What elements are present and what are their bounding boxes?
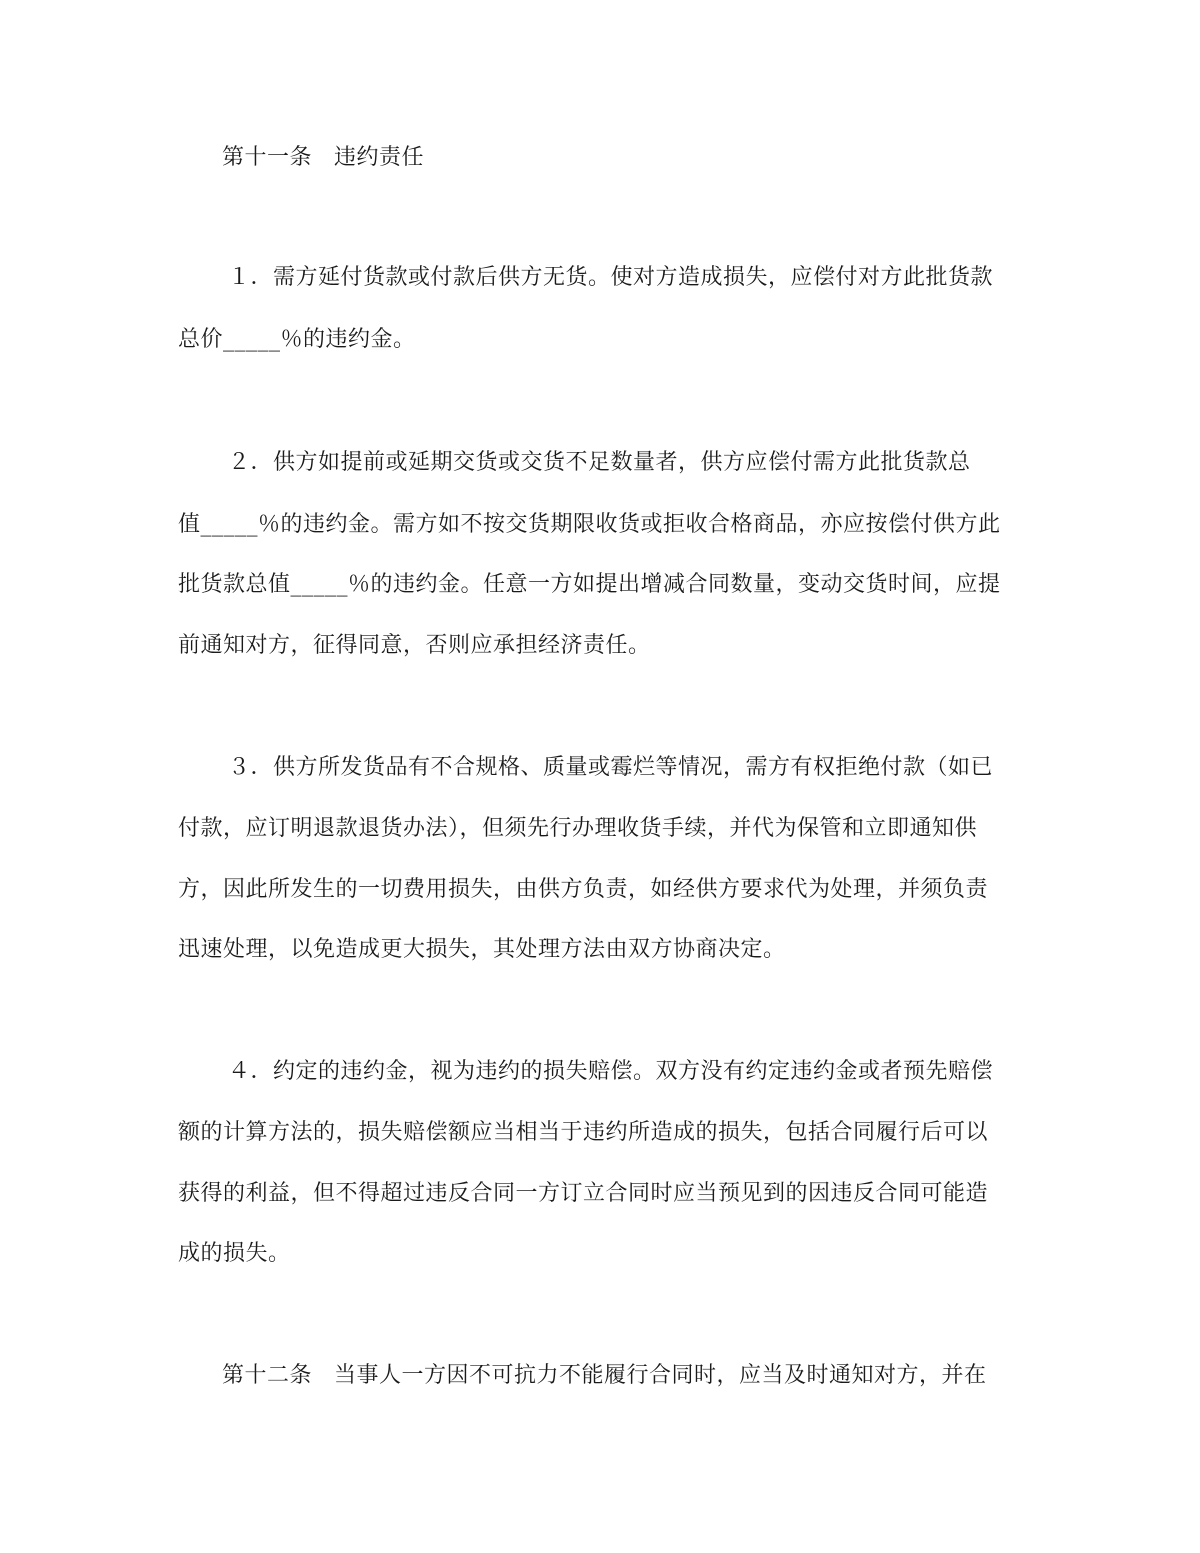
clause-2-line: 前通知对方，征得同意，否则应承担经济责任。: [178, 633, 651, 658]
clause-2-line: 值_____％的违约金。需方如不按交货期限收货或拒收合格商品，亦应按偿付供方此: [178, 512, 1001, 537]
clause-2-line: ２．供方如提前或延期交货或交货不足数量者，供方应偿付需方此批货款总: [228, 450, 971, 475]
article-12-number: 第十二条: [222, 1363, 313, 1388]
clause-4-line: 额的计算方法的，损失赔偿额应当相当于违约所造成的损失，包括合同履行后可以: [178, 1120, 989, 1145]
article-11-number: 第十一条: [222, 145, 313, 170]
clause-4-line: ４．约定的违约金，视为违约的损失赔偿。双方没有约定违约金或者预先赔偿: [228, 1059, 994, 1084]
clause-3-line: 付款，应订明退款退货办法），但须先行办理收货手续，并代为保管和立即通知供: [178, 816, 978, 841]
article-11-heading: [222, 143, 424, 173]
clause-1-line: 总价_____％的违约金。: [178, 327, 416, 352]
clause-4-line: 获得的利益，但不得超过违反合同一方订立合同时应当预见到的因违反合同可能造: [178, 1181, 989, 1206]
clause-1-line: １．需方延付货款或付款后供方无货。使对方造成损失，应偿付对方此批货款: [228, 265, 994, 290]
article-12-text: 当事人一方因不可抗力不能履行合同时，应当及时通知对方，并在: [334, 1363, 987, 1388]
article-11-title: 违约责任: [334, 145, 425, 170]
clause-2-line: 批货款总值_____％的违约金。任意一方如提出增减合同数量，变动交货时间，应提: [178, 572, 1001, 597]
clause-3-line: ３．供方所发货品有不合规格、质量或霉烂等情况，需方有权拒绝付款（如已: [228, 755, 994, 780]
clause-4-line: 成的损失。: [178, 1241, 291, 1266]
clause-3-line: 迅速处理，以免造成更大损失，其处理方法由双方协商决定。: [178, 937, 786, 962]
clause-3-line: 方，因此所发生的一切费用损失，由供方负责，如经供方要求代为处理，并须负责: [178, 877, 989, 902]
article-12-line: [222, 1361, 987, 1391]
